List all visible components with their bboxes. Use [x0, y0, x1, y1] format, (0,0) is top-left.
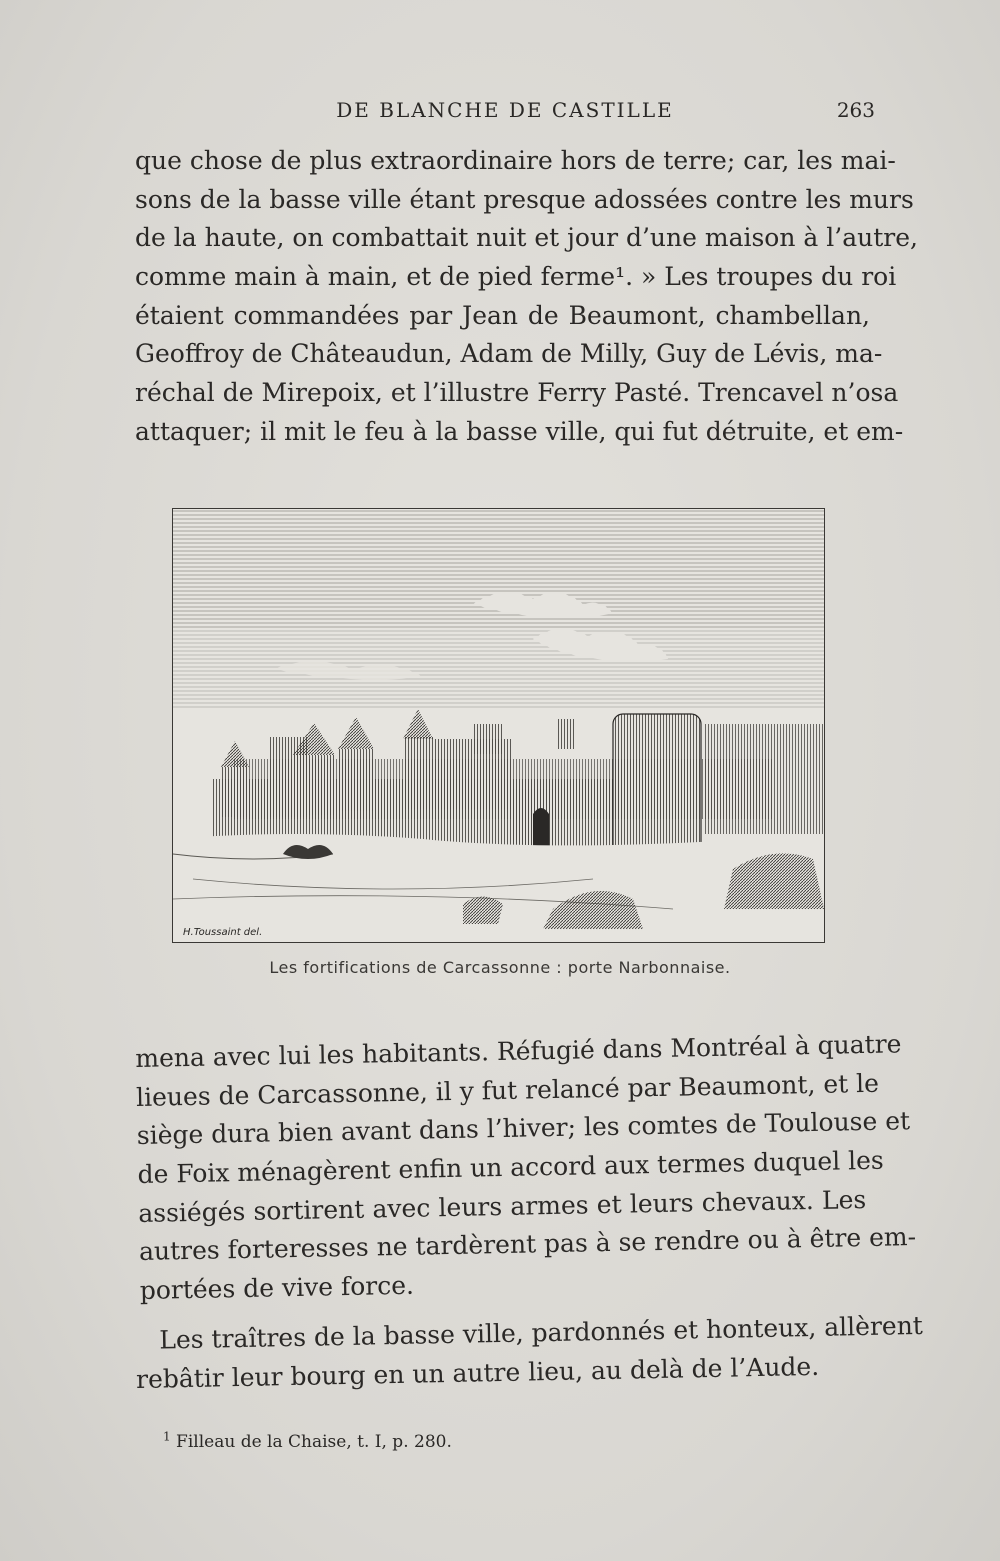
text-line: assiégés sortirent avec leurs armes et leurs chevaux. Les: [138, 1184, 867, 1228]
engraving-illustration: [172, 508, 825, 943]
footnote: [163, 1429, 452, 1452]
text-line: que chose de plus extraordinaire hors de terre; car, les mai-: [135, 146, 896, 175]
text-line: attaquer; il mit le feu à la basse ville, qui fut détruite, et em-: [135, 416, 904, 446]
text-line: Geoffroy de Châteaudun, Adam de Milly, Guy de Lévis, ma-: [135, 339, 883, 369]
text-line: lieues de Carcassonne, il y fut relancé par Beaumont, et le: [135, 1068, 880, 1112]
text-line: autres forteresses ne tardèrent pas à se rendre ou à être em-: [138, 1222, 917, 1267]
text-line: sons de la basse ville étant presque adossées contre les murs: [135, 184, 914, 214]
paragraph-1: [135, 142, 918, 452]
text-line: étaient commandées par Jean de Beaumont, chambellan,: [135, 300, 870, 330]
text-line: comme main à main, et de pied ferme¹. » Les troupes du roi: [135, 262, 897, 292]
text-line: rebâtir leur bourg en un autre lieu, au delà de l’Aude.: [135, 1351, 820, 1394]
text-line: siège dura bien avant dans l’hiver; les comtes de Toulouse et: [136, 1106, 911, 1151]
figure-caption: Les fortifications de Carcassonne : porte Narbonnaise.: [269, 958, 731, 977]
running-head-title: DE BLANCHE DE CASTILLE: [336, 98, 674, 122]
artist-signature: H.Toussaint del.: [183, 927, 263, 938]
text-line: réchal de Mirepoix, et l’illustre Ferry Pasté. Trencavel n’osa: [135, 378, 899, 408]
text-line: Les traîtres de la basse ville, pardonnés et honteux, allèrent: [159, 1310, 924, 1355]
text-line: de la haute, on combattait nuit et jour d’une maison à l’autre,: [135, 223, 918, 253]
carcassonne-engraving: [173, 509, 824, 942]
footnote-text: Filleau de la Chaise, t. I, p. 280.: [176, 1432, 452, 1452]
paragraph-3: [135, 1308, 924, 1399]
page-number: 263: [836, 98, 875, 122]
text-line: portées de vive force.: [139, 1270, 415, 1306]
text-line: de Foix ménagèrent enfin un accord aux termes duquel les: [137, 1145, 885, 1190]
text-line: mena avec lui les habitants. Réfugié dans Montréal à quatre: [135, 1029, 902, 1073]
footnote-marker: 1: [163, 1429, 171, 1444]
paragraph-2: [135, 1026, 917, 1311]
running-head: [135, 92, 875, 132]
